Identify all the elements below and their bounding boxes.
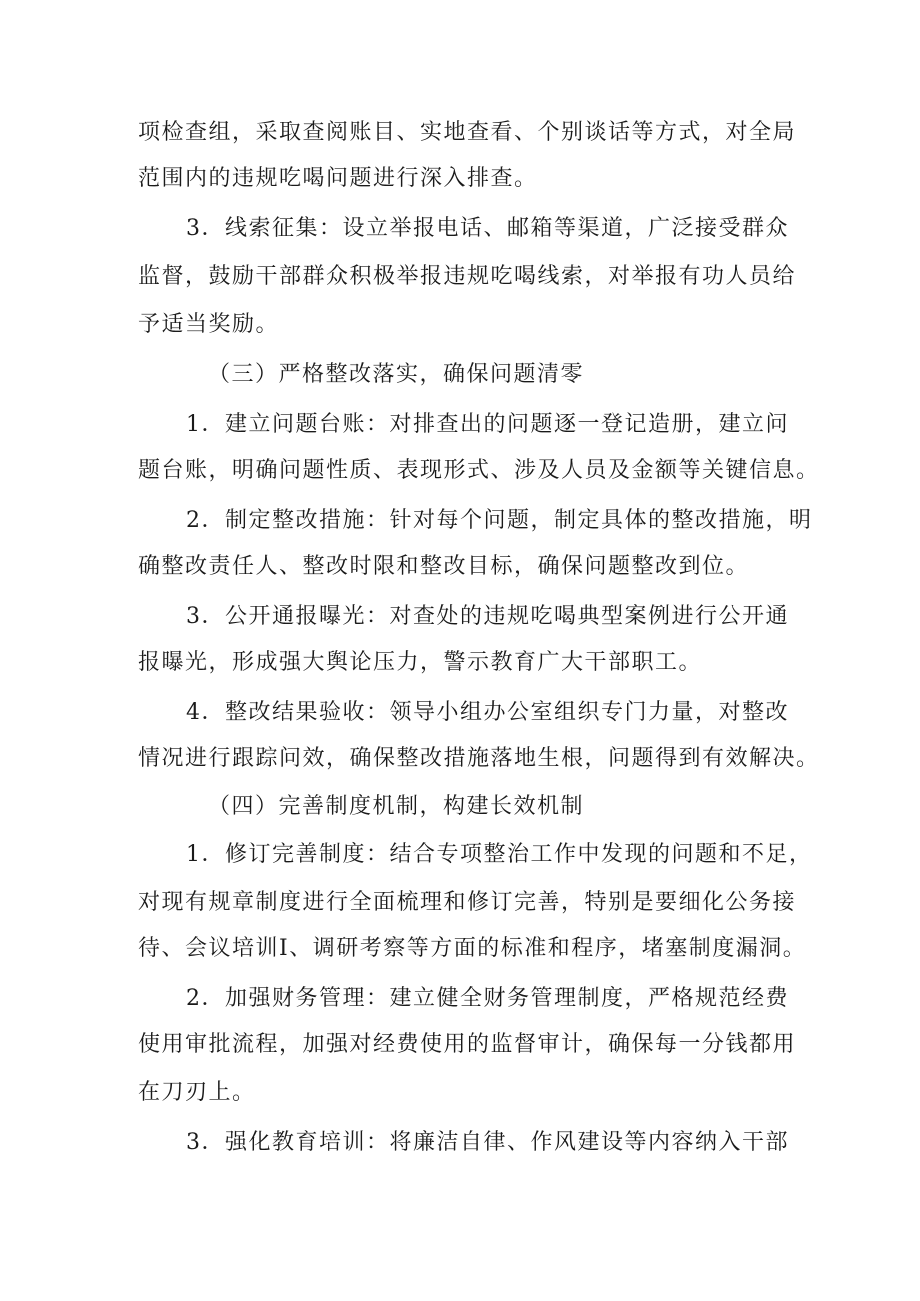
section-heading: （四）完善制度机制，构建长效机制 [208,794,585,819]
paragraph-first-line: 1．修订完善制度：结合专项整治工作中发现的问题和不足， [186,842,813,867]
paragraph-first-line: 2．加强财务管理：建立健全财务管理制度，严格规范经费 [186,986,789,1011]
text-line: 监督，鼓励干部群众积极举报违规吃喝线索，对举报有功人员给 [138,264,797,289]
text-line: 对现有规章制度进行全面梳理和修订完善，特别是要细化公务接 [138,890,797,915]
text-line: 范围内的违规吃喝问题进行深入排查。 [138,166,538,191]
text-line: 项检查组，采取查阅账目、实地查看、个别谈话等方式，对全局 [138,120,797,145]
paragraph-first-line: 3．公开通报曝光：对查处的违规吃喝典型案例进行公开通 [186,604,789,629]
text-line: 待、会议培训I、调研考察等方面的标准和程序，堵塞制度漏洞。 [138,936,807,961]
text-line: 题台账，明确问题性质、表现形式、涉及人员及金额等关键信息。 [138,458,820,483]
paragraph-first-line: 3．强化教育培训：将廉洁自律、作风建设等内容纳入干部 [186,1130,789,1155]
paragraph-first-line: 3．线索征集：设立举报电话、邮箱等渠道，广泛接受群众 [186,216,789,241]
paragraph-first-line: 1．建立问题台账：对排查出的问题逐一登记造册，建立问 [186,412,789,437]
text-line: 报曝光，形成强大舆论压力，警示教育广大干部职工。 [138,650,703,675]
text-line: 予适当奖励。 [138,312,280,337]
text-line: 在刀刃上。 [138,1080,256,1105]
paragraph-first-line: 2．制定整改措施：针对每个问题，制定具体的整改措施，明 [186,508,813,533]
paragraph-first-line: 4．整改结果验收：领导小组办公室组织专门力量，对整改 [186,700,789,725]
section-heading: （三）严格整改落实，确保问题清零 [208,362,585,387]
text-line: 情况进行跟踪问效，确保整改措施落地生根，问题得到有效解决。 [138,746,820,771]
text-line: 使用审批流程，加强对经费使用的监督审计，确保每一分钱都用 [138,1032,797,1057]
text-line: 确整改责任人、整改时限和整改目标，确保问题整改到位。 [138,554,750,579]
